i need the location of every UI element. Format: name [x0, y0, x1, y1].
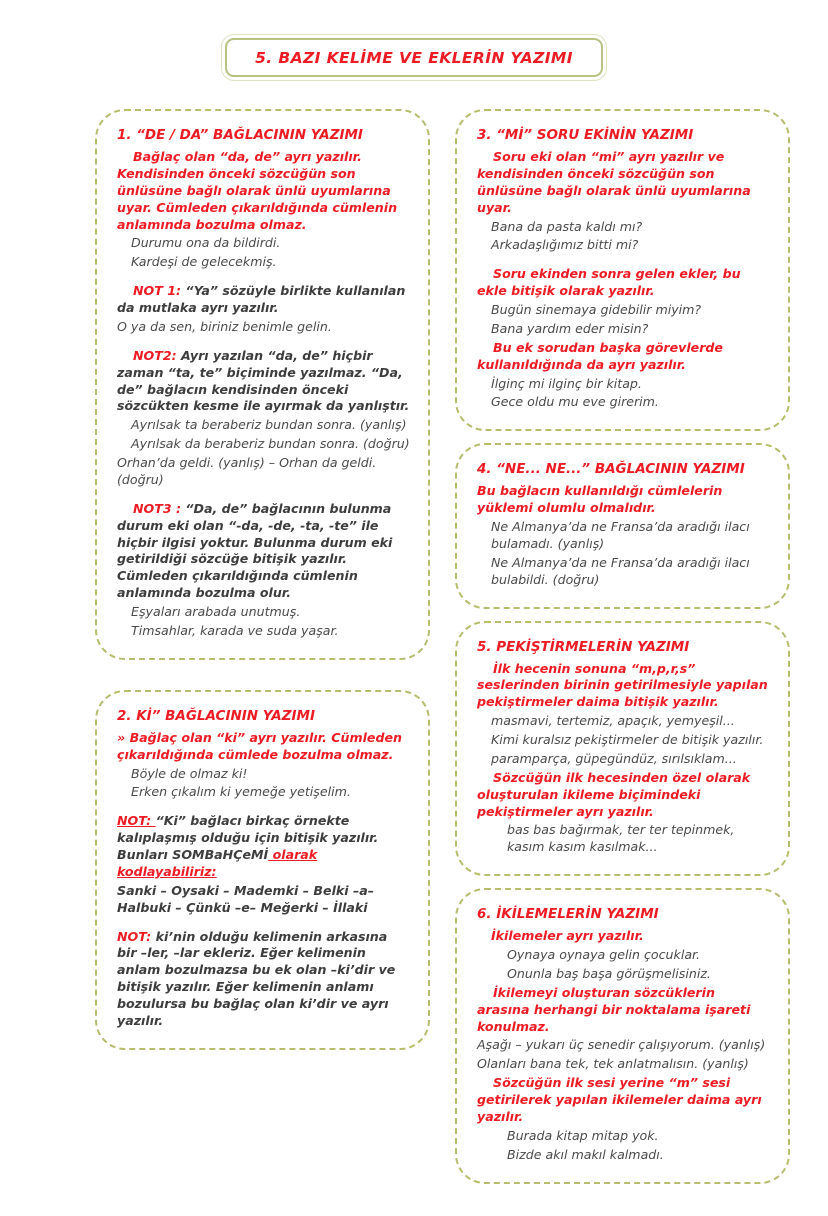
- paragraph: [477, 1056, 770, 1073]
- text-run: Ayrılsak ta beraberiz bundan sonra. (yanlış): [131, 417, 407, 433]
- text-run: Bugün sinemaya gidebilir miyim?: [491, 302, 702, 317]
- paragraph: [117, 604, 410, 621]
- paragraph: [117, 929, 410, 1030]
- text-run: İlk hecenin sonuna “m,p,r,s” seslerinden birinin getirilmesiyle yapılan pekiştirmeler daima bitişik yazılır.: [477, 660, 768, 710]
- right-column: [455, 109, 790, 1196]
- text-run: “Da, de” bağlacının bulunma durum eki olan “-da, -de, -ta, -te” ile hiçbir ilgisi yoktur. Bulunma durum eki getirildiği sözcüğe bitişik yazılır. Cümleden çıkarıldığında cümlenin anlamında bozulma olur.: [117, 500, 393, 601]
- paragraph: [117, 784, 410, 801]
- text-run: masmavi, tertemiz, apaçık, yemyeşil...: [491, 713, 735, 729]
- page: [0, 38, 828, 1216]
- content-columns: [0, 109, 828, 1196]
- text-run: Ne Almanya’da ne Fransa’da aradığı ilacı bulabildi. (doğru): [491, 554, 750, 587]
- text-run: Soru ekinden sonra gelen ekler, bu ekle bitişik olarak yazılır.: [477, 266, 741, 299]
- paragraph: [477, 1075, 770, 1126]
- text-run: SOMBaHÇeMİ: [172, 847, 269, 862]
- paragraph: [477, 237, 770, 254]
- text-run: “Ya” sözüyle birlikte kullanılan da mutlaka ayrı yazılır.: [117, 283, 406, 315]
- text-run: Ayrı yazılan “da, de” hiçbir zaman “ta, te” biçiminde yazılmaz. “Da, de” bağlacın kendisinden önceki sözcükten kesme ile ayırmak da yanlıştır.: [117, 347, 410, 414]
- paragraph: [117, 455, 410, 489]
- text-run: Eşyaları arabada unutmuş.: [131, 604, 301, 619]
- page-title: 5. BAZI KELİME VE EKLERİN YAZIMI: [255, 49, 573, 67]
- paragraph: [477, 219, 770, 236]
- paragraph: [477, 947, 770, 964]
- text-run: Ayrılsak da beraberiz bundan sonra. (doğru): [131, 436, 410, 452]
- paragraph: [477, 483, 770, 517]
- paragraph: [477, 713, 770, 730]
- text-run: Arkadaşlığımız bitti mi?: [491, 237, 639, 253]
- text-run: paramparça, güpegündüz, sırılsıklam...: [491, 750, 737, 766]
- text-run: “Ki” bağlacı birkaç örnekte kalıplaşmış olduğu için bitişik yazılır. Bunları: [117, 813, 379, 862]
- paragraph: [117, 149, 410, 233]
- paragraph: [117, 883, 410, 917]
- box-heading: 6. İKİLEMELERİN YAZIMI: [477, 906, 659, 923]
- title-box: [225, 38, 603, 77]
- paragraph: [477, 555, 770, 589]
- text-run: » Bağlaç olan “ki” ayrı yazılır. Cümleden çıkarıldığında cümlede bozulma olmaz.: [117, 729, 402, 762]
- paragraph: [477, 966, 770, 983]
- paragraph: [477, 1037, 770, 1054]
- text-run: Orhan’da geldi. (yanlış) – Orhan da geldi. (doğru): [117, 455, 377, 487]
- text-run: Bana da pasta kaldı mı?: [491, 218, 643, 234]
- paragraph: [117, 501, 410, 602]
- text-run: Ne Almanya’da ne Fransa’da aradığı ilacı bulamadı. (yanlış): [491, 519, 750, 551]
- paragraph: [117, 730, 410, 764]
- rule-box-2: [95, 690, 430, 1050]
- box-heading: 1. “DE / DA” BAĞLACININ YAZIMI: [117, 127, 363, 143]
- text-run: Durumu ona da bildirdi.: [131, 235, 281, 251]
- text-run: Bu bağlacın kullanıldığı cümlelerin yüklemi olumlu olmalıdır.: [477, 483, 723, 516]
- text-run: NOT2:: [133, 347, 182, 363]
- paragraph: [117, 319, 410, 336]
- text-run: NOT:: [117, 813, 156, 829]
- paragraph: [477, 928, 770, 945]
- text-run: Bu ek sorudan başka görevlerde kullanıldığında da ayrı yazılır.: [477, 339, 723, 372]
- text-run: İkilemeler ayrı yazılır.: [491, 928, 644, 944]
- text-run: İkilemeyi oluşturan sözcüklerin arasına herhangi bir noktalama işareti konulmaz.: [477, 984, 751, 1034]
- text-run: NOT3 :: [133, 500, 186, 516]
- text-run: Bağlaç olan “da, de” ayrı yazılır. Kendisinden önceki sözcüğün son ünlüsüne bağlı olarak ünlü uyumlarına uyar. Cümleden çıkarıldığında cümlenin anlamında bozulma olmaz.: [117, 149, 398, 232]
- text-run: Gece oldu mu eve girerim.: [491, 394, 659, 410]
- text-run: Aşağı – yukarı üç senedir çalışıyorum. (yanlış): [477, 1037, 766, 1053]
- paragraph: [477, 321, 770, 338]
- text-run: Bizde akıl makıl kalmadı.: [507, 1146, 664, 1162]
- text-run: Böyle de olmaz ki!: [131, 765, 248, 781]
- paragraph: [477, 661, 770, 712]
- left-column: [95, 109, 430, 1080]
- box-heading: 3. “Mİ” SORU EKİNİN YAZIMI: [477, 127, 694, 143]
- paragraph: [117, 623, 410, 640]
- text-run: Kimi kuralsız pekiştirmeler de bitişik yazılır.: [491, 732, 764, 747]
- paragraph: [477, 149, 770, 217]
- paragraph: [477, 302, 770, 319]
- paragraph: [477, 376, 770, 393]
- text-run: O ya da sen, biriniz benimle gelin.: [117, 318, 332, 334]
- rule-box-5: [455, 621, 790, 877]
- text-run: NOT:: [117, 928, 156, 944]
- box-heading: 2. Kİ” BAĞLACININ YAZIMI: [117, 707, 316, 724]
- paragraph: [477, 822, 770, 856]
- paragraph: [117, 254, 410, 271]
- paragraph: [477, 1128, 770, 1145]
- text-run: Burada kitap mitap yok.: [507, 1127, 659, 1143]
- text-run: Soru eki olan “mi” ayrı yazılır ve kendisinden önceki sözcüğün son ünlüsüne bağlı olarak ünlü uyumlarına uyar.: [477, 149, 751, 215]
- text-run: NOT 1:: [133, 283, 186, 299]
- text-run: Olanları bana tek, tek anlatmalısın. (yanlış): [477, 1056, 749, 1072]
- paragraph: [477, 340, 770, 374]
- box-heading: 5. PEKİŞTİRMELERİN YAZIMI: [477, 638, 690, 655]
- paragraph: [477, 519, 770, 553]
- text-run: ki’nin olduğu kelimenin arkasına bir –ler, –lar ekleriz. Eğer kelimenin anlam bozulmazsa bu ek olan –ki’dir ve bitişik yazılır. Eğer kelimenin anlamı bozulursa bu bağlaç olan ki’dir ve ayrı yazılır.: [117, 928, 396, 1028]
- paragraph: [117, 417, 410, 434]
- paragraph: [477, 732, 770, 749]
- paragraph: [117, 436, 410, 453]
- text-run: Timsahlar, karada ve suda yaşar.: [131, 622, 339, 638]
- rule-box-4: [455, 443, 790, 608]
- box-heading: 4. “NE... NE...” BAĞLACININ YAZIMI: [477, 461, 745, 478]
- paragraph: [477, 1147, 770, 1164]
- rule-box-1: [95, 109, 430, 660]
- text-run: Oynaya oynaya gelin çocuklar.: [507, 947, 701, 962]
- text-run: olarak kodlayabiliriz:: [117, 847, 318, 879]
- text-run: Sözcüğün ilk hecesinden özel olarak oluşturulan ikileme biçimindeki pekiştirmeler ayrı yazılır.: [477, 769, 751, 819]
- paragraph: [477, 394, 770, 411]
- paragraph: [117, 348, 410, 416]
- rule-box-6: [455, 888, 790, 1183]
- paragraph: [477, 770, 770, 821]
- paragraph: [117, 235, 410, 252]
- text-run: Onunla baş başa görüşmelisiniz.: [507, 965, 711, 981]
- text-run: Kardeşi de gelecekmiş.: [131, 254, 277, 270]
- text-run: Sözcüğün ilk sesi yerine “m” sesi getirilerek yapılan ikilemeler daima ayrı yazılır.: [477, 1075, 762, 1124]
- paragraph: [477, 266, 770, 300]
- text-run: bas bas bağırmak, ter ter tepinmek, kasım kasım kasılmak...: [507, 822, 735, 855]
- paragraph: [477, 751, 770, 768]
- paragraph: [117, 766, 410, 783]
- rule-box-3: [455, 109, 790, 431]
- text-run: İlginç mi ilginç bir kitap.: [491, 375, 642, 391]
- text-run: Sanki – Oysaki – Mademki – Belki –a– Halbuki – Çünkü –e– Meğerki – İllaki: [117, 882, 375, 915]
- paragraph: [117, 813, 410, 881]
- text-run: Bana yardım eder misin?: [491, 320, 649, 336]
- text-run: Erken çıkalım ki yemeğe yetişelim.: [131, 784, 351, 800]
- paragraph: [117, 283, 410, 317]
- paragraph: [477, 985, 770, 1036]
